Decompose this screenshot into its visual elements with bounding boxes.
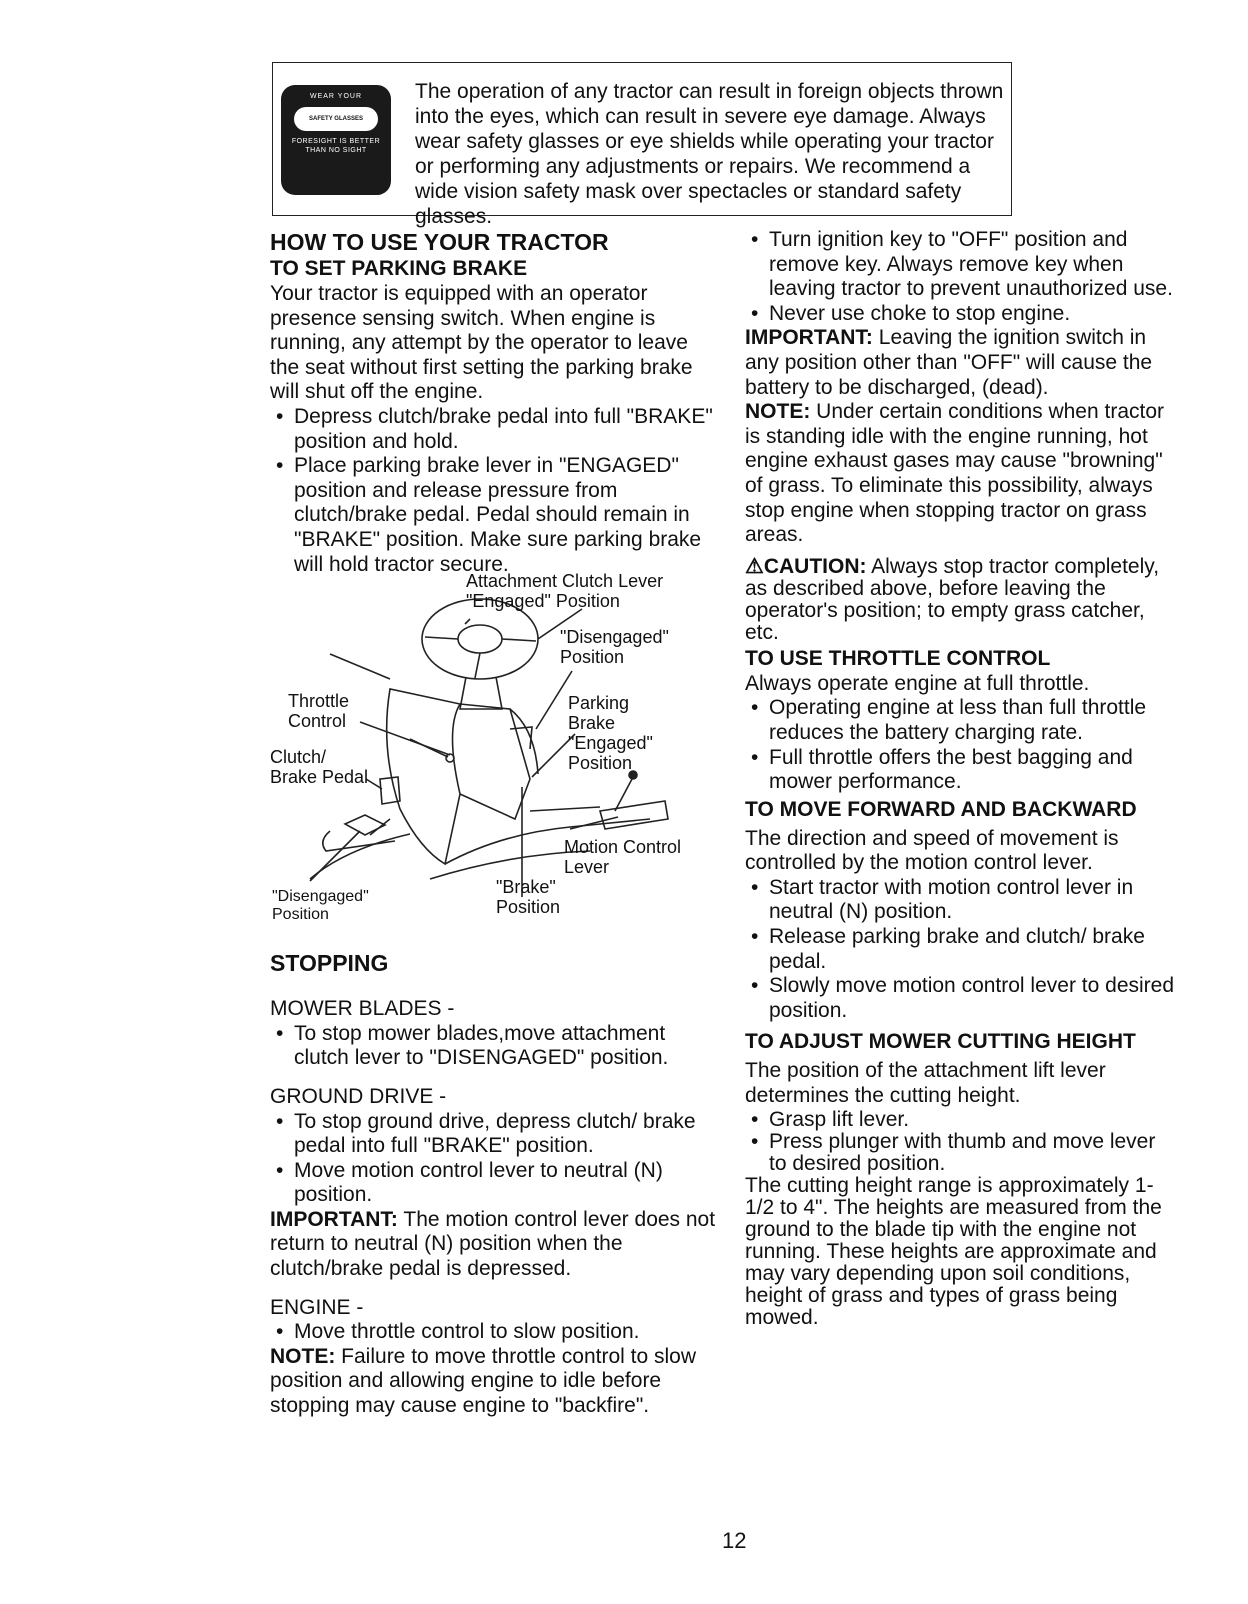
label-throttle-control: Control: [288, 711, 347, 732]
note-text: Failure to move throttle control to slow position and allowing engine to idle before stopping may cause engine to "backfire".: [270, 1344, 696, 1418]
list-item: • Turn ignition key to "OFF" position and remove key. Always remove key when leaving tractor to prevent unauthorized use.: [745, 228, 1175, 302]
label-parking-brake: Brake: [568, 713, 616, 734]
label-parking-engaged: "Engaged": [568, 733, 653, 754]
engine-list: [270, 1320, 720, 1345]
caution-paragraph: [745, 556, 1175, 644]
list-item: • Move motion control lever to neutral (N) position.: [270, 1159, 720, 1208]
note-label: NOTE:: [270, 1344, 336, 1368]
throttle-list: [745, 696, 1175, 794]
important-label: IMPORTANT:: [270, 1207, 398, 1231]
height-intro: The position of the attachment lift lever determines the cutting height.: [745, 1059, 1106, 1108]
list-item: • Operating engine at less than full throttle reduces the battery charging rate.: [745, 696, 1175, 745]
mower-blades-list: [270, 1022, 720, 1071]
label-engine: ENGINE -: [270, 1295, 364, 1319]
badge-line-2: SAFETY GLASSES: [294, 107, 378, 131]
label-engaged-position: "Engaged" Position: [466, 591, 620, 612]
height-paragraph: The cutting height range is approximately 1-1/2 to 4". The heights are measured from the ground to the blade tip with the engine not running. These heights are approximate and may vary depending upon soil conditions, height of grass and types of grass being mowed.: [745, 1173, 1162, 1329]
list-item: • Depress clutch/brake pedal into full "BRAKE" position and hold.: [270, 405, 720, 454]
caution-text: Always stop tractor completely, as described above, before leaving the operator's position; to empty grass catcher, etc.: [745, 554, 1160, 644]
note-text: Under certain conditions when tractor is standing idle with the engine running, hot engine exhaust gases may cause "browning" of grass. To eliminate this possibility, always stop engine when stopping tractor on grass areas.: [745, 400, 1165, 547]
list-item: • Never use choke to stop engine.: [745, 302, 1175, 327]
warning-text: The operation of any tractor can result in foreign objects thrown into the eyes, which can result in severe eye damage. Always wear safety glasses or eye shields while operating your tractor or performing any adjustments or repairs. We recommend a wide vision safety mask over spectacles or standard safety glasses.: [415, 80, 1004, 228]
stop-engine-list: [745, 228, 1175, 326]
label-motion-control-lever: Lever: [564, 857, 610, 878]
caution-label: CAUTION:: [763, 554, 867, 578]
badge-line-3: FORESIGHT IS BETTER THAN NO SIGHT: [291, 138, 381, 154]
label-disengaged-top: "Disengaged": [560, 627, 669, 648]
badge-line-1: WEAR YOUR: [309, 93, 363, 100]
list-item: • Full throttle offers the best bagging and mower performance.: [745, 746, 1175, 795]
label-disengaged-bottom: "Disengaged": [272, 888, 369, 906]
move-list: [745, 876, 1175, 1024]
section-heading-how-to-use: HOW TO USE YOUR TRACTOR: [270, 229, 609, 255]
section-heading-stopping: STOPPING: [270, 950, 389, 977]
label-brake-position: Position: [496, 897, 561, 918]
label-disengaged-top-position: Position: [560, 647, 625, 668]
label-motion-control: Motion Control: [564, 837, 682, 858]
list-item: • Release parking brake and clutch/ brake pedal.: [745, 925, 1175, 974]
list-item: • Move throttle control to slow position.: [270, 1320, 720, 1345]
important-text: Leaving the ignition switch in any position other than "OFF" will cause the battery to be discharged, (dead).: [745, 326, 1153, 399]
note-label: NOTE:: [745, 400, 811, 424]
label-parking: Parking: [568, 693, 630, 714]
important-paragraph-right: [745, 326, 1175, 400]
tractor-controls-diagram: [270, 571, 720, 949]
label-brake: "Brake": [496, 877, 556, 898]
height-details: [745, 1109, 1175, 1329]
right-column: [745, 228, 1175, 1329]
move-intro: The direction and speed of movement is controlled by the motion control lever.: [745, 826, 1119, 875]
important-paragraph-left: [270, 1208, 720, 1282]
subheading-cutting-height: TO ADJUST MOWER CUTTING HEIGHT: [745, 1030, 1136, 1054]
throttle-intro: Always operate engine at full throttle.: [745, 671, 1090, 695]
list-item: • Grasp lift lever.: [745, 1109, 1175, 1131]
label-brake-pedal: Brake Pedal: [270, 767, 369, 788]
label-attachment-clutch-lever: Attachment Clutch Lever: [466, 571, 664, 592]
safety-glasses-badge-icon: [281, 85, 391, 195]
note-paragraph-right: [745, 400, 1175, 548]
height-list: [745, 1109, 1175, 1175]
page-number: 12: [722, 1528, 747, 1553]
label-clutch: Clutch/: [270, 747, 327, 768]
important-text: The motion control lever does not return to neutral (N) position when the clutch/brake pedal is depressed.: [270, 1207, 716, 1281]
warning-triangle-icon: ⚠: [745, 554, 764, 578]
list-item: • Start tractor with motion control lever in neutral (N) position.: [745, 876, 1175, 925]
note-paragraph-left: [270, 1345, 720, 1419]
list-item: • Place parking brake lever in "ENGAGED" position and release pressure from clutch/brake pedal. Pedal should remain in "BRAKE" position. Make sure parking brake will hold tractor secure.: [270, 454, 720, 577]
label-parking-position: Position: [568, 753, 633, 774]
parking-intro-paragraph: Your tractor is equipped with an operator presence sensing switch. When engine is running, any attempt by the operator to leave the seat without first setting the parking brake will shut off the engine.: [270, 282, 693, 404]
list-item: • Slowly move motion control lever to desired position.: [745, 974, 1175, 1023]
subheading-move-forward-backward: TO MOVE FORWARD AND BACKWARD: [745, 797, 1137, 821]
subheading-throttle-control: TO USE THROTTLE CONTROL: [745, 646, 1051, 670]
left-column: [270, 228, 720, 1419]
safety-warning-box: [272, 62, 1012, 228]
ground-drive-list: [270, 1110, 720, 1208]
label-mower-blades: MOWER BLADES -: [270, 997, 455, 1021]
list-item: • To stop mower blades,move attachment clutch lever to "DISENGAGED" position.: [270, 1022, 720, 1071]
subheading-parking-brake: TO SET PARKING BRAKE: [270, 257, 528, 280]
label-ground-drive: GROUND DRIVE -: [270, 1084, 447, 1108]
parking-bullet-list: [270, 405, 720, 577]
list-item: • Press plunger with thumb and move lever to desired position.: [745, 1131, 1175, 1175]
label-throttle: Throttle: [288, 691, 350, 712]
important-label: IMPORTANT:: [745, 326, 873, 350]
label-disengaged-bottom-position: Position: [272, 906, 329, 924]
list-item: • To stop ground drive, depress clutch/ brake pedal into full "BRAKE" position.: [270, 1110, 720, 1159]
